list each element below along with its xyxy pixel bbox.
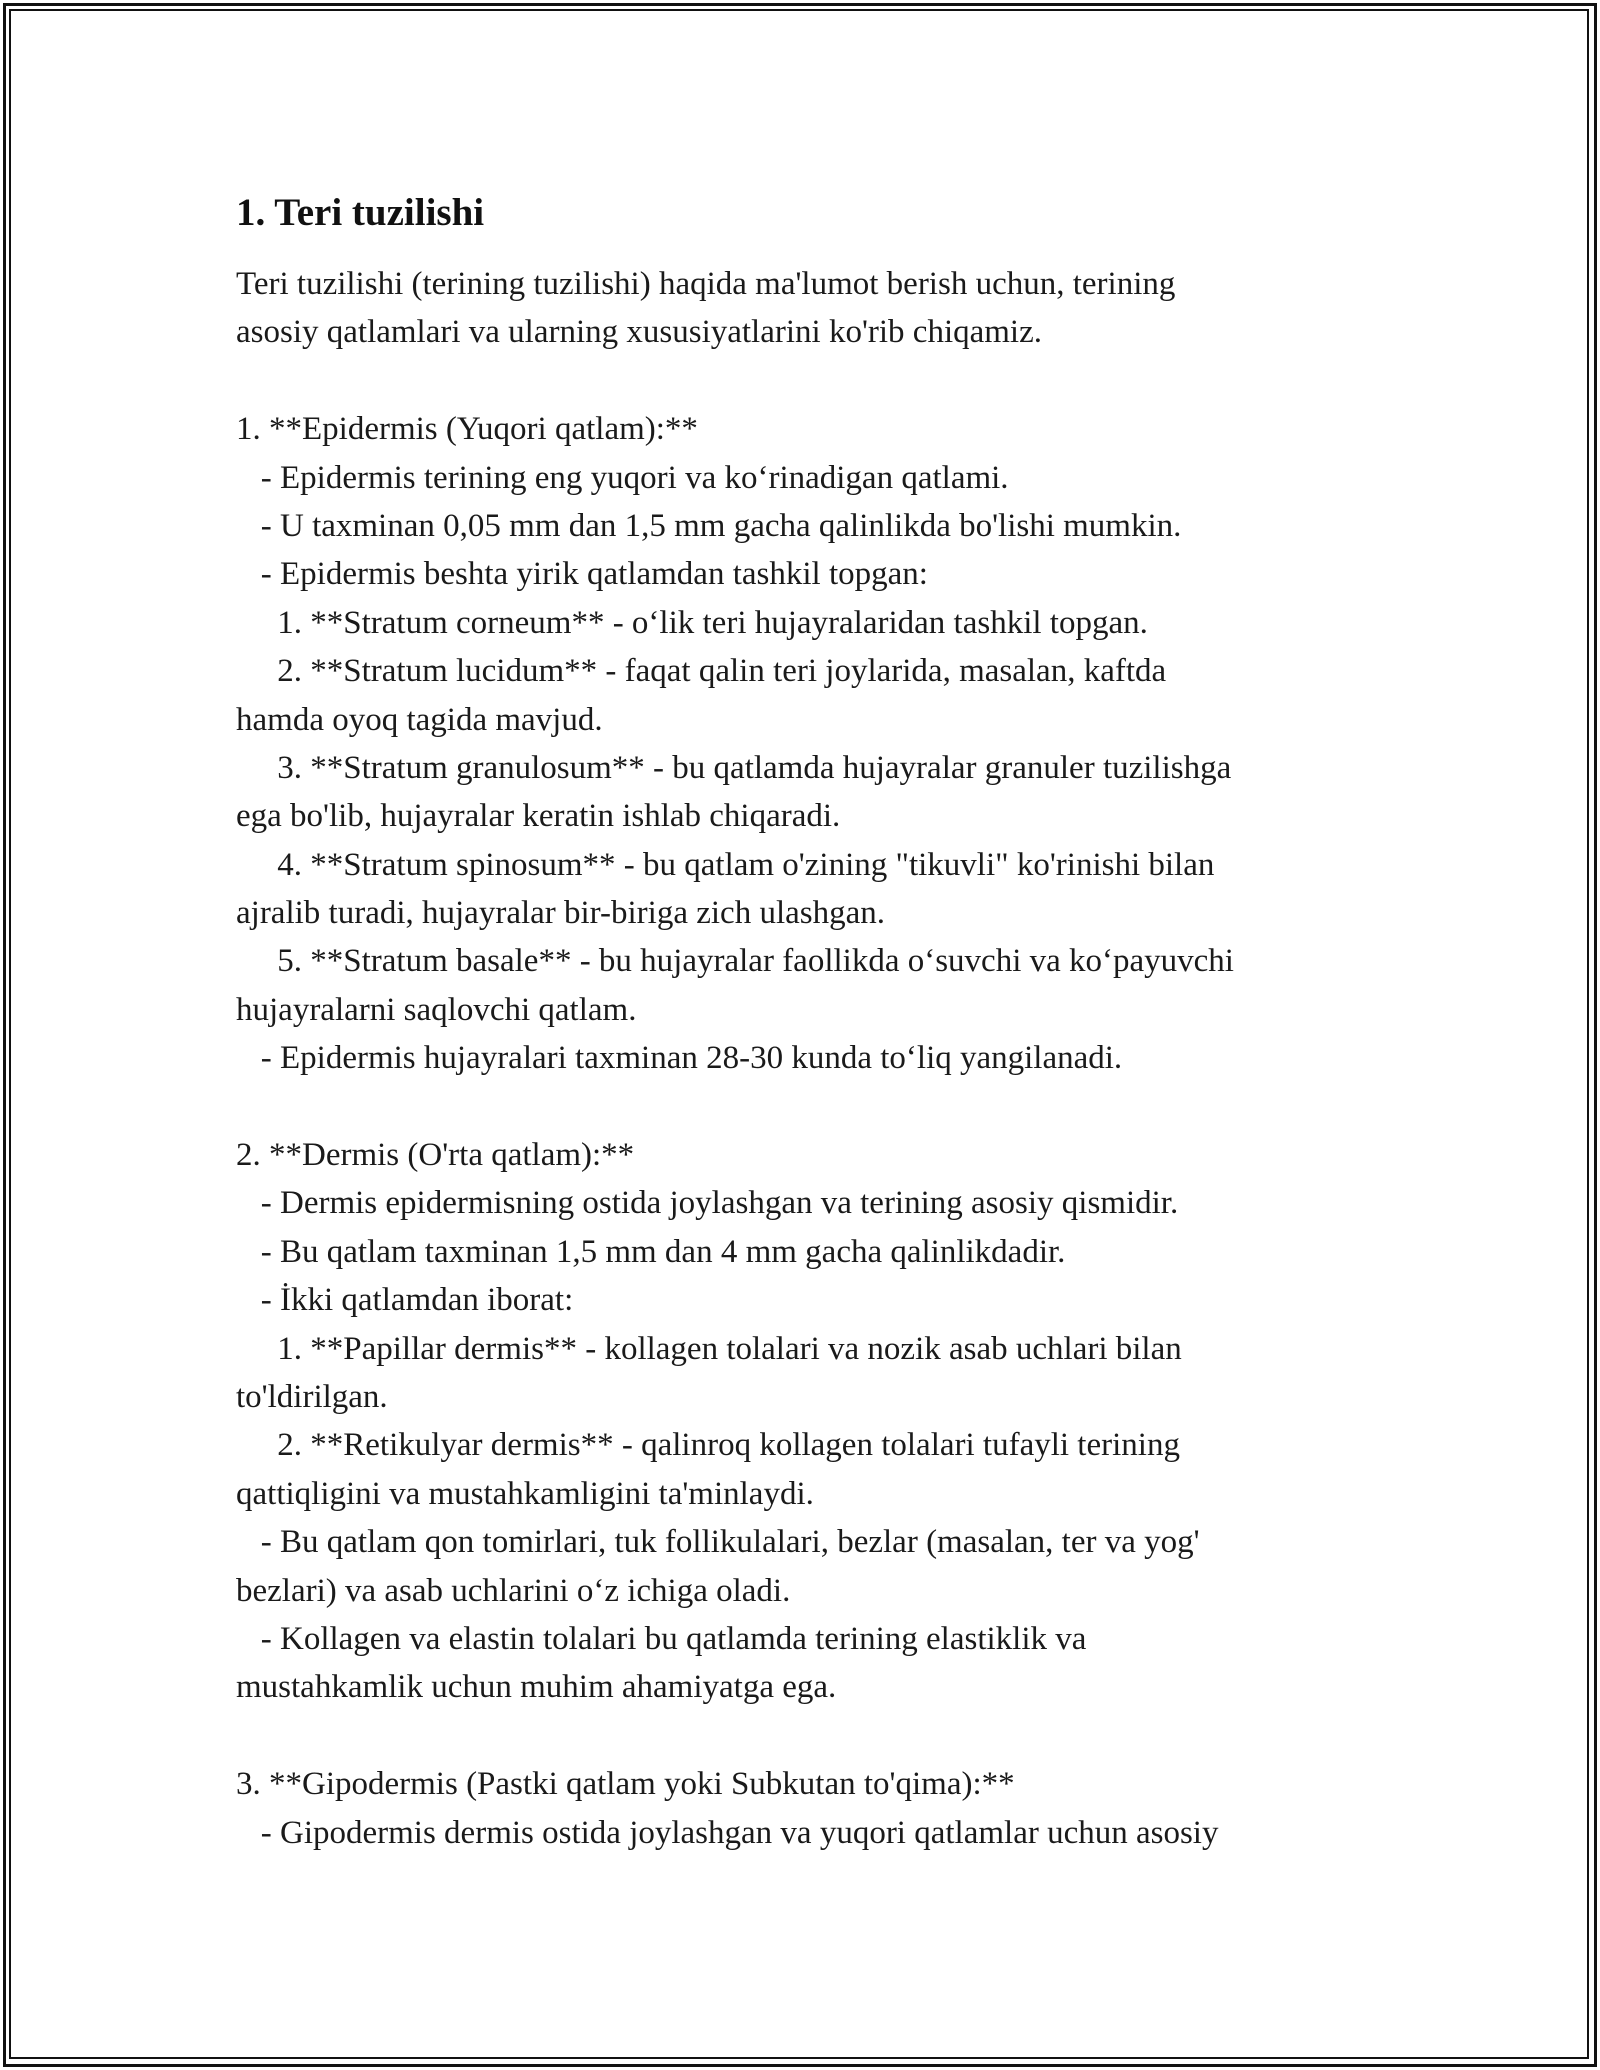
- section-title: 1. Teri tuzilishi: [236, 191, 485, 234]
- text-line: 3. **Stratum granulosum** - bu qatlamda hujayralar granuler tuzilishga: [236, 749, 1232, 786]
- text-line: hamda oyoq tagida mavjud.: [236, 701, 603, 738]
- text-line: 2. **Stratum lucidum** - faqat qalin teri joylarida, masalan, kaftda: [236, 653, 1167, 690]
- text-line: - Kollagen va elastin tolalari bu qatlamda terining elastiklik va: [236, 1620, 1087, 1657]
- text-line: bezlari) va asab uchlarini o‘z ichiga oladi.: [236, 1572, 791, 1609]
- dermis-section: [236, 1131, 1396, 1712]
- text-line: 1. **Stratum corneum** - o‘lik teri hujayralaridan tashkil topgan.: [236, 604, 1148, 641]
- blank-line: [236, 1712, 1396, 1760]
- text-line: - Epidermis hujayralari taxminan 28-30 kunda to‘liq yangilanadi.: [236, 1040, 1123, 1077]
- text-line: 4. **Stratum spinosum** - bu qatlam o'zining "tikuvli" ko'rinishi bilan: [236, 846, 1215, 883]
- text-line: ega bo'lib, hujayralar keratin ishlab chiqaradi.: [236, 798, 841, 835]
- text-line: - Epidermis beshta yirik qatlamdan tashkil topgan:: [236, 556, 928, 593]
- list-heading: 1. **Epidermis (Yuqori qatlam):**: [236, 411, 698, 448]
- list-heading: 2. **Dermis (O'rta qatlam):**: [236, 1137, 635, 1174]
- text-line: - Bu qatlam taxminan 1,5 mm dan 4 mm gacha qalinlikdadir.: [236, 1233, 1066, 1270]
- text-line: - Epidermis terining eng yuqori va ko‘rinadigan qatlami.: [236, 459, 1009, 496]
- text-line: - İkki qatlamdan iborat:: [236, 1282, 574, 1319]
- blank-line: [236, 357, 1396, 405]
- intro-paragraph: [236, 260, 1396, 357]
- text-line: asosiy qatlamlari va ularning xususiyatlarini ko'rib chiqamiz.: [236, 314, 1043, 351]
- text-line: 1. **Papillar dermis** - kollagen tolalari va nozik asab uchlari bilan: [236, 1330, 1182, 1367]
- text-line: Teri tuzilishi (terining tuzilishi) haqida ma'lumot berish uchun, terining: [236, 266, 1176, 302]
- text-line: mustahkamlik uchun muhim ahamiyatga ega.: [236, 1669, 837, 1706]
- text-line: to'ldirilgan.: [236, 1378, 388, 1415]
- text-line: 2. **Retikulyar dermis** - qalinroq kollagen tolalari tufayli terining: [236, 1427, 1180, 1464]
- list-heading: 3. **Gipodermis (Pastki qatlam yoki Subkutan to'qima):**: [236, 1766, 1015, 1803]
- text-line: - Gipodermis dermis ostida joylashgan va yuqori qatlamlar uchun asosiy: [236, 1814, 1219, 1851]
- text-line: ajralib turadi, hujayralar bir-biriga zich ulashgan.: [236, 895, 885, 932]
- epidermis-section: [236, 405, 1396, 1082]
- text-line: qattiqligini va mustahkamligini ta'minlaydi.: [236, 1475, 814, 1512]
- text-line: hujayralarni saqlovchi qatlam.: [236, 991, 637, 1028]
- text-line: 5. **Stratum basale** - bu hujayralar faollikda o‘suvchi va ko‘payuvchi: [236, 943, 1234, 980]
- document-body: [236, 185, 1396, 1857]
- text-line: - Bu qatlam qon tomirlari, tuk follikulalari, bezlar (masalan, ter va yog': [236, 1524, 1200, 1561]
- gipodermis-section: [236, 1760, 1396, 1857]
- text-line: - U taxminan 0,05 mm dan 1,5 mm gacha qalinlikda bo'lishi mumkin.: [236, 507, 1182, 544]
- text-line: - Dermis epidermisning ostida joylashgan va terining asosiy qismidir.: [236, 1185, 1179, 1222]
- blank-line: [236, 1083, 1396, 1131]
